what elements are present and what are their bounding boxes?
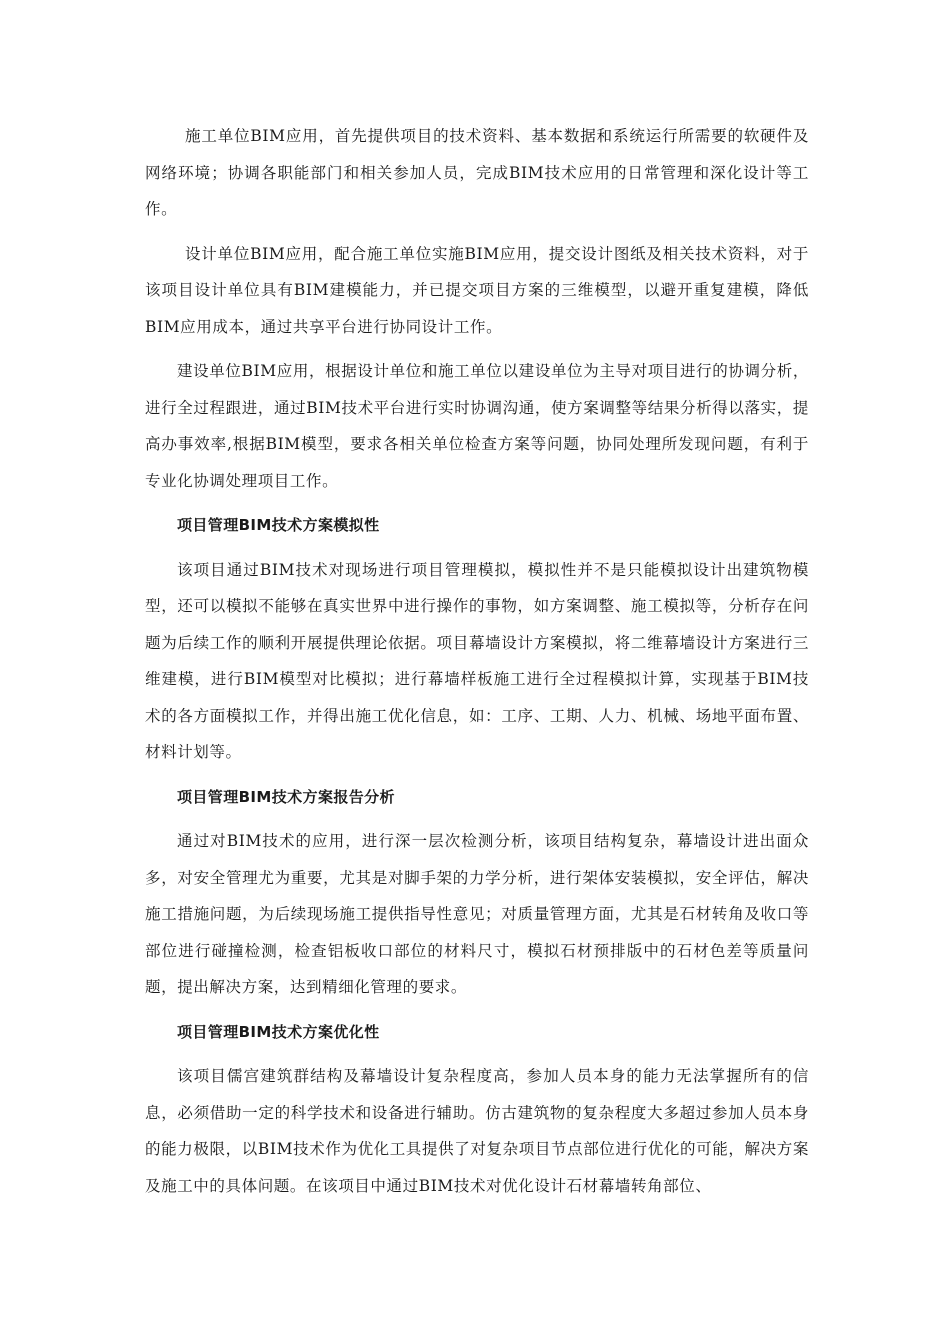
heading-optimization: 项目管理BIM技术方案优化性 [177,1022,380,1041]
heading-report-analysis: 项目管理BIM技术方案报告分析 [177,787,395,806]
paragraph-owner-unit: 建设单位BIM应用，根据设计单位和施工单位以建设单位为主导对项目进行的协调分析，进行全过程跟进，通过BIM技术平台进行实时协调沟通，使方案调整等结果分析得以落实，提高办事效率,根据BIM模型，要求各相关单位检查方案等问题，协同处理所发现问题，有利于专业化协调处理项目工作。 [145,362,809,490]
paragraph-design-unit: 设计单位BIM应用，配合施工单位实施BIM应用，提交设计图纸及相关技术资料，对于该项目设计单位具有BIM建模能力，并已提交项目方案的三维模型，以避开重复建模，降低BIM应用成本，通过共享平台进行协同设计工作。 [145,244,809,336]
paragraph-construction-unit: 施工单位BIM应用，首先提供项目的技术资料、基本数据和系统运行所需要的软硬件及网络环境；协调各职能部门和相关参加人员，完成BIM技术应用的日常管理和深化设计等工作。 [145,127,809,218]
paragraph-report-analysis: 通过对BIM技术的应用，进行深一层次检测分析，该项目结构复杂，幕墙设计进出面众多，对安全管理尤为重要，尤其是对脚手架的力学分析，进行架体安装模拟，安全评估，解决施工措施问题，为后续现场施工提供指导性意见；对质量管理方面，尤其是石材转角及收口等部位进行碰撞检测，检查铝板收口部位的材料尺寸，模拟石材预排版中的石材色差等质量问题，提出解决方案，达到精细化管理的要求。 [145,832,809,996]
heading-simulation: 项目管理BIM技术方案模拟性 [177,516,380,534]
paragraph-simulation: 该项目通过BIM技术对现场进行项目管理模拟，模拟性并不是只能模拟设计出建筑物模型，还可以模拟不能够在真实世界中进行操作的事物，如方案调整、施工模拟等，分析存在问题为后续工作的顺利开展提供理论依据。项目幕墙设计方案模拟，将二维幕墙设计方案进行三维建模，进行BIM模型对比模拟；进行幕墙样板施工进行全过程模拟计算，实现基于BIM技术的各方面模拟工作，并得出施工优化信息，如：工序、工期、人力、机械、场地平面布置、材料计划等。 [145,560,809,761]
paragraph-optimization: 该项目儒宫建筑群结构及幕墙设计复杂程度高，参加人员本身的能力无法掌握所有的信息，必须借助一定的科学技术和设备进行辅助。仿古建筑物的复杂程度大多超过参加人员本身的能力极限，以BIM技术作为优化工具提供了对复杂项目节点部位进行优化的可能，解决方案及施工中的具体问题。在该项目中通过BIM技术对优化设计石材幕墙转角部位、 [145,1067,809,1195]
document-page [145,118,809,1212]
